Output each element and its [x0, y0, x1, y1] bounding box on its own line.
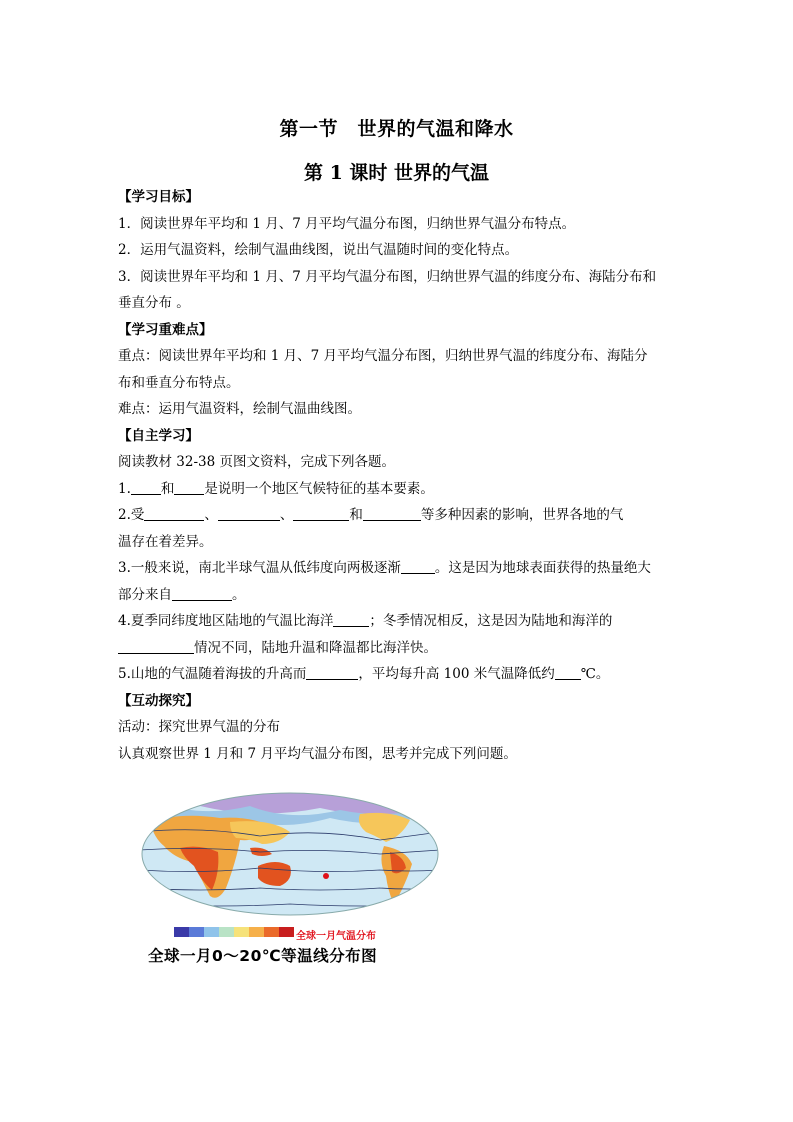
- blank-field[interactable]: [144, 505, 204, 521]
- q3-text-a: 3.一般来说，南北半球气温从低纬度向两极逐渐: [118, 560, 401, 576]
- question-1: [118, 476, 678, 503]
- question-4-cont: [118, 635, 678, 662]
- q3-text-d: 。: [232, 586, 246, 603]
- goal-3-line-1: 3．阅读世界年平均和 1 月、7 月平均气温分布图，归纳世界气温的纬度分布、海陆分布和: [118, 268, 657, 285]
- q3-text-c: 部分来自: [118, 586, 172, 603]
- q2-text-a: 2.受: [118, 507, 145, 523]
- lesson-title: 第 1 课时 世界的气温: [303, 162, 490, 184]
- key-points-header: 【学习重难点】: [118, 321, 213, 338]
- document-body: [118, 184, 678, 767]
- legend-color-strip: [174, 927, 294, 937]
- question-2: [118, 502, 678, 529]
- blank-field[interactable]: [333, 611, 369, 627]
- map-graphic: [140, 792, 440, 942]
- question-5: [118, 661, 678, 688]
- blank-field[interactable]: [218, 505, 280, 521]
- goal-1: 1．阅读世界年平均和 1 月、7 月平均气温分布图，归纳世界气温分布特点。: [118, 215, 576, 232]
- q2-text-e: 等多种因素的影响，世界各地的气: [420, 507, 624, 523]
- blank-field[interactable]: [555, 664, 581, 680]
- section-title: 第一节 世界的气温和降水: [279, 118, 514, 140]
- activity-intro: 认真观察世界 1 月和 7 月平均气温分布图，思考并完成下列问题。: [118, 745, 517, 762]
- blank-field[interactable]: [131, 479, 161, 495]
- q5-text-a: 5.山地的气温随着海拔的升高而: [118, 666, 307, 682]
- blank-field[interactable]: [363, 505, 421, 521]
- q2-text-d: 和: [349, 507, 363, 523]
- q2-text-b: 、: [204, 507, 218, 523]
- figure-caption: 全球一月0～20℃等温线分布图: [148, 947, 378, 965]
- q1-text-c: 是说明一个地区气候特征的基本要素。: [204, 480, 434, 497]
- q4-text-a: 4.夏季同纬度地区陆地的气温比海洋: [118, 613, 334, 629]
- self-study-intro: 阅读教材 32-38 页图文资料，完成下列各题。: [118, 454, 395, 470]
- key-point-line-1: 重点：阅读世界年平均和 1 月、7 月平均气温分布图，归纳世界气温的纬度分布、海陆分: [118, 348, 648, 364]
- question-4: [118, 608, 678, 635]
- q5-text-c: ℃。: [580, 666, 610, 682]
- q2-text-c: 、: [279, 507, 294, 523]
- self-study-header: 【自主学习】: [118, 427, 199, 444]
- explore-header: 【互动探究】: [118, 692, 199, 709]
- q5-text-b: ，平均每升高 100 米气温降低约: [358, 666, 555, 682]
- blank-field[interactable]: [172, 585, 232, 601]
- goal-2: 2．运用气温资料，绘制气温曲线图，说出气温随时间的变化特点。: [118, 242, 519, 258]
- q1-text-a: 1.: [118, 480, 131, 497]
- goal-3-line-2: 垂直分布 。: [118, 295, 190, 311]
- blank-field[interactable]: [118, 638, 194, 654]
- blank-field[interactable]: [401, 558, 435, 574]
- blank-field[interactable]: [293, 505, 349, 521]
- key-point-line-2: 布和垂直分布特点。: [118, 374, 240, 391]
- q3-text-b: 。这是因为地球表面获得的热量绝大: [434, 560, 651, 576]
- question-3-cont: [118, 582, 678, 609]
- question-3: [118, 555, 678, 582]
- question-2-cont: 温存在着差异。: [118, 533, 213, 550]
- q4-text-c: 情况不同，陆地升温和降温都比海洋快。: [194, 639, 437, 656]
- activity-title: 活动：探究世界气温的分布: [118, 719, 280, 735]
- q1-text-b: 和: [160, 480, 175, 497]
- difficulty-point: 难点：运用气温资料，绘制气温曲线图。: [118, 401, 361, 417]
- goals-header: 【学习目标】: [118, 189, 199, 205]
- blank-field[interactable]: [174, 479, 204, 495]
- legend-title: 全球一月气温分布: [296, 931, 376, 942]
- blank-field[interactable]: [306, 664, 358, 680]
- q4-text-b: ；冬季情况相反，这是因为陆地和海洋的: [369, 613, 613, 629]
